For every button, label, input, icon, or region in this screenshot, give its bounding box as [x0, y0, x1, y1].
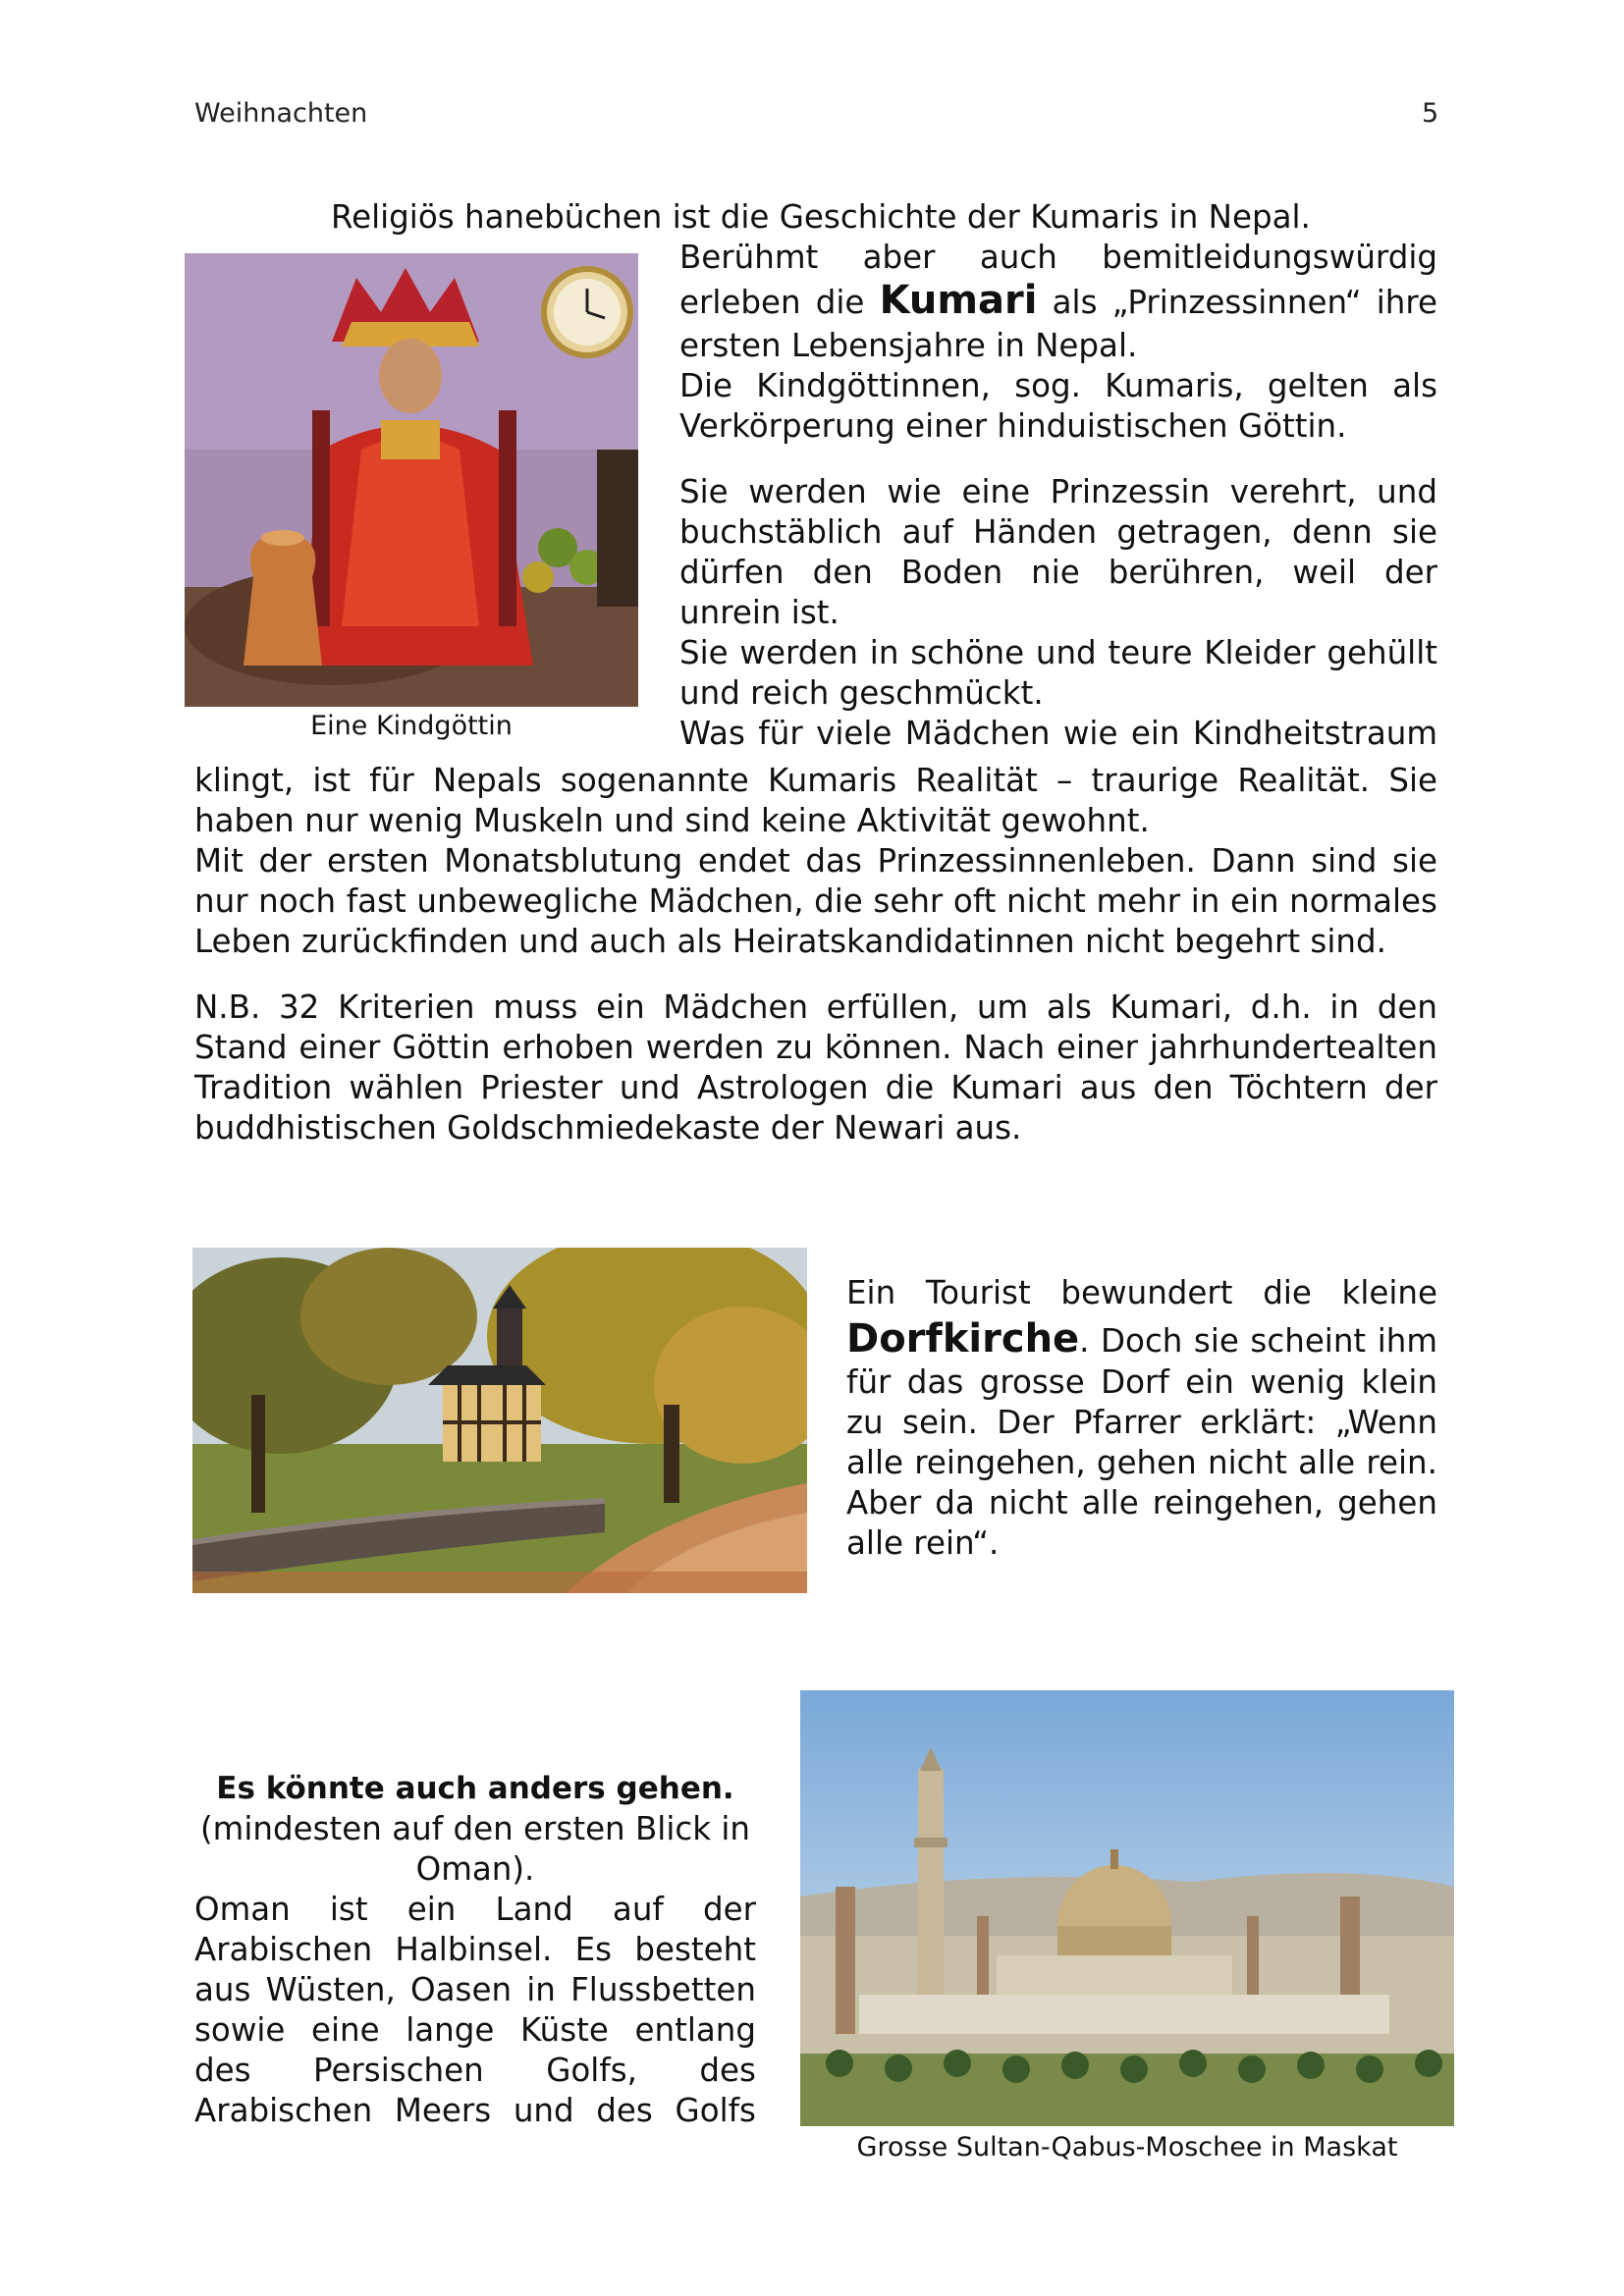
kumari-para2: Die Kindgöttinnen, sog. Kumaris, gelten als Verkörperung einer hinduistischen Göttin. — [679, 367, 1437, 445]
kumari-para4: Sie werden in schöne und teure Kleider gehüllt und reich geschmückt. — [679, 634, 1437, 712]
running-header-title: Weihnachten — [194, 98, 368, 129]
kumari-line2 — [679, 278, 1437, 326]
kumari-full-width — [194, 761, 1437, 1148]
kumari-photo — [185, 253, 638, 707]
oman-text — [194, 1769, 756, 2131]
kumari-para6: Mit der ersten Monatsblutung endet das Prinzessinnenleben. Dann sind sie nur noch fast unbewegliche Mädchen, die sehr oft nicht mehr in ein normales Leben zurückfinden und auch als Heiratskandidatinnen nicht begehrt sind. — [194, 842, 1437, 960]
mosque-caption: Grosse Sultan-Qabus-Moschee in Maskat — [856, 2132, 1398, 2163]
church-word: Dorfkirche — [846, 1316, 1080, 1362]
church-text — [846, 1273, 1437, 1564]
oman-heading: Es könnte auch anders gehen. — [216, 1771, 734, 1806]
kumari-intro: Religiös hanebüchen ist die Geschichte der Kumaris in Nepal. — [331, 198, 1311, 236]
mosque-photo — [800, 1690, 1454, 2126]
kumari-line2-pre: erleben die — [679, 284, 865, 321]
kumari-line1: Berühmt aber auch bemitleidungswürdig — [679, 239, 1437, 276]
church-post: . Doch sie scheint ihm für das grosse Dorf ein wenig klein zu sein. Der Pfarrer erklärt: „Wenn alle reingehen, gehen nicht alle rein. Aber da nicht alle reingehen, gehen alle rein“. — [846, 1322, 1437, 1562]
kumari-para7: N.B. 32 Kriterien muss ein Mädchen erfüllen, um als Kumari, d.h. in den Stand einer Göttin erhoben werden zu können. Nach einer jahrhundertealten Tradition wählen Priester und Astrologen die Kumari aus den Töchtern der buddhistischen Goldschmiedekaste der Newari aus. — [194, 988, 1437, 1147]
church-pre: Ein Tourist bewundert die kleine — [846, 1274, 1437, 1311]
kumari-right-column — [679, 238, 1437, 754]
kumari-para5-line1: Was für viele Mädchen wie ein Kindheitstraum — [679, 715, 1437, 752]
oman-body: Oman ist ein Land auf der Arabischen Halbinsel. Es besteht aus Wüsten, Oasen in Flussbetten sowie eine lange Küste entlang des Persischen Golfs, des Arabischen Meers und des Golfs — [194, 1891, 756, 2129]
church-photo — [192, 1248, 807, 1593]
page-number: 5 — [1422, 98, 1439, 129]
kumari-word: Kumari — [879, 278, 1038, 323]
oman-subheading: (mindesten auf den ersten Blick in Oman). — [200, 1810, 750, 1888]
kumari-para3: Sie werden wie eine Prinzessin verehrt, und buchstäblich auf Händen getragen, denn sie dürfen den Boden nie berühren, weil der unrein ist. — [679, 473, 1437, 631]
kumari-para5-rest: klingt, ist für Nepals sogenannte Kumaris Realität – traurige Realität. Sie haben nur wenig Muskeln und sind keine Aktivität gewohnt. — [194, 762, 1437, 839]
kumari-line2-post: als „Prinzessinnen“ ihre — [1052, 284, 1437, 321]
kumari-caption: Eine Kindgöttin — [310, 711, 513, 741]
kumari-line3: ersten Lebensjahre in Nepal. — [679, 327, 1138, 364]
